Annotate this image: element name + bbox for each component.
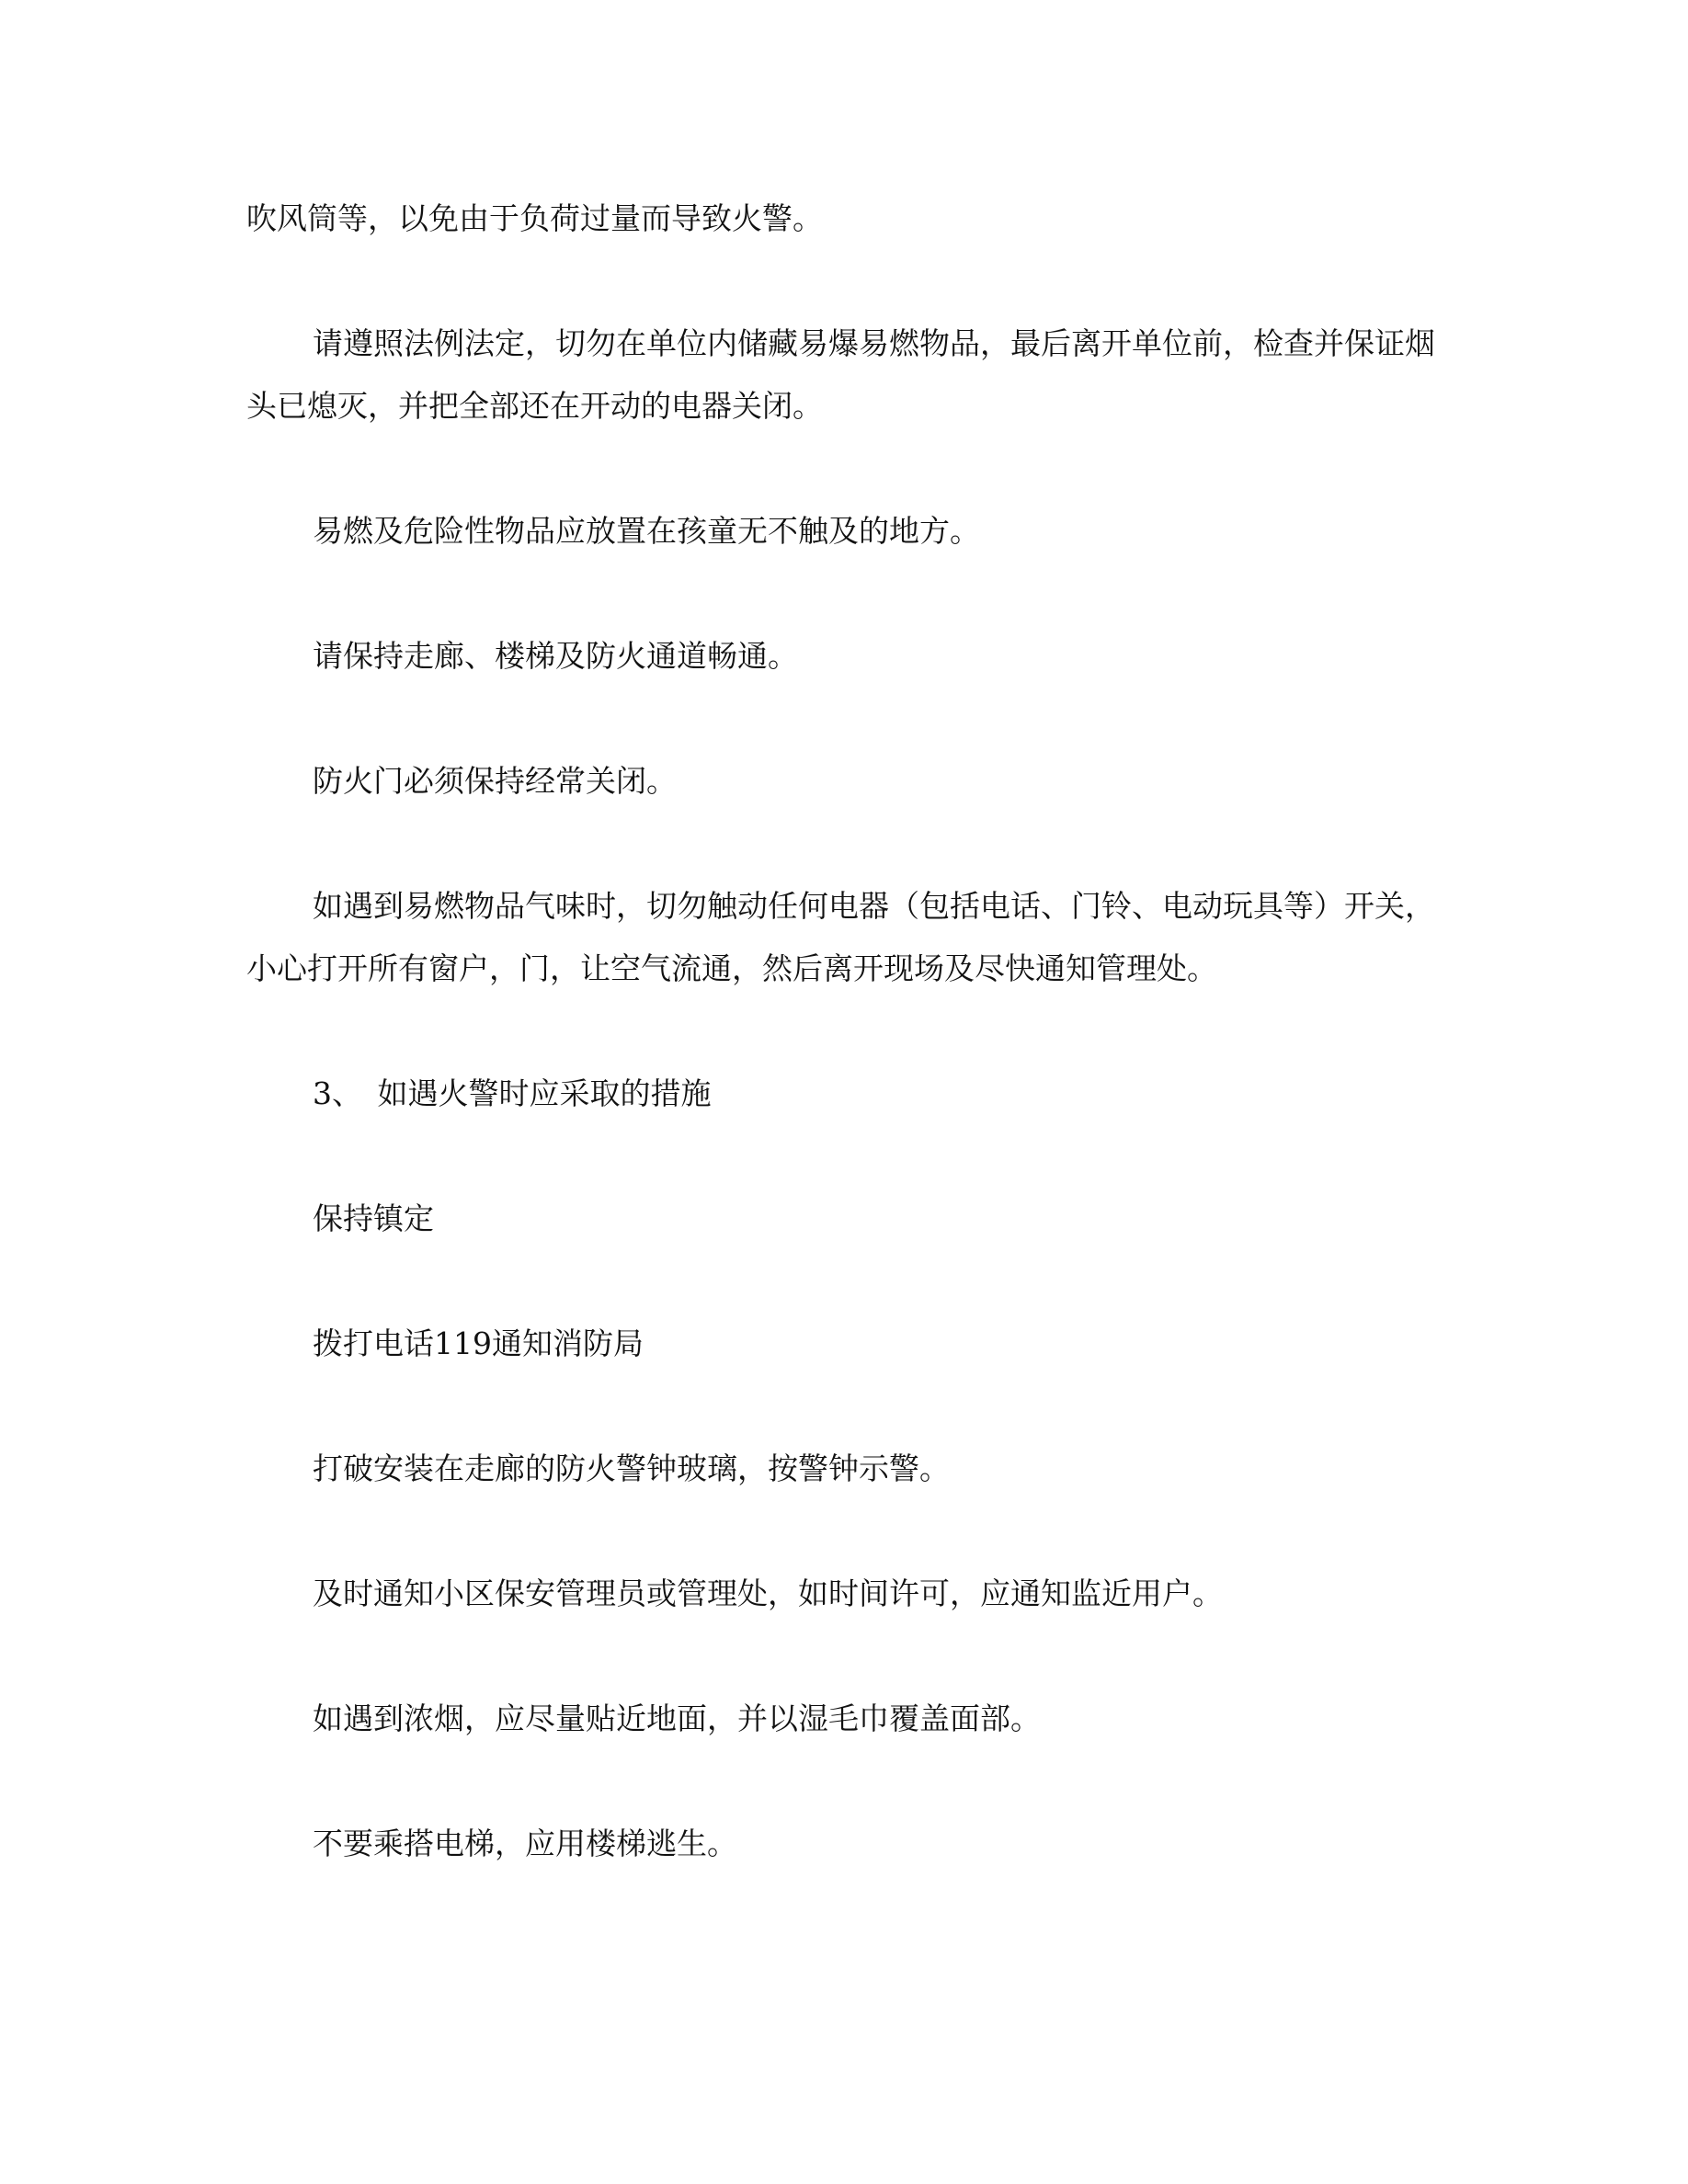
section-heading-fire-measures: 3、 如遇火警时应采取的措施 [313, 1075, 712, 1111]
paragraph-keep-passages-clear: 请保持走廊、楼梯及防火通道畅通。 [313, 638, 798, 674]
paragraph-no-elevator: 不要乘搭电梯，应用楼梯逃生。 [313, 1826, 737, 1861]
paragraph-continuation: 吹风筒等，以免由于负荷过量而导致火警。 [246, 200, 823, 236]
paragraph-fire-doors: 防火门必须保持经常关闭。 [313, 763, 677, 799]
paragraph-storage-rules: 请遵照法例法定，切勿在单位内储藏易爆易燃物品，最后离开单位前，检查并保证烟头已熄灭，并把全部还在开动的电器关闭。 [246, 325, 1435, 424]
paragraph-hazardous-items: 易燃及危险性物品应放置在孩童无不触及的地方。 [313, 513, 980, 549]
paragraph-notify-security: 及时通知小区保安管理员或管理处，如时间许可，应通知监近用户。 [313, 1575, 1223, 1611]
paragraph-call-119: 拨打电话119通知消防局 [313, 1325, 644, 1361]
paragraph-stay-calm: 保持镇定 [313, 1200, 434, 1236]
paragraph-thick-smoke: 如遇到浓烟，应尽量贴近地面，并以湿毛巾覆盖面部。 [313, 1701, 1041, 1736]
paragraph-gas-smell: 如遇到易燃物品气味时，切勿触动任何电器（包括电话、门铃、电动玩具等）开关，小心打开所有窗户，门，让空气流通，然后离开现场及尽快通知管理处。 [246, 888, 1435, 986]
paragraph-fire-alarm: 打破安装在走廊的防火警钟玻璃，按警钟示警。 [313, 1450, 950, 1486]
